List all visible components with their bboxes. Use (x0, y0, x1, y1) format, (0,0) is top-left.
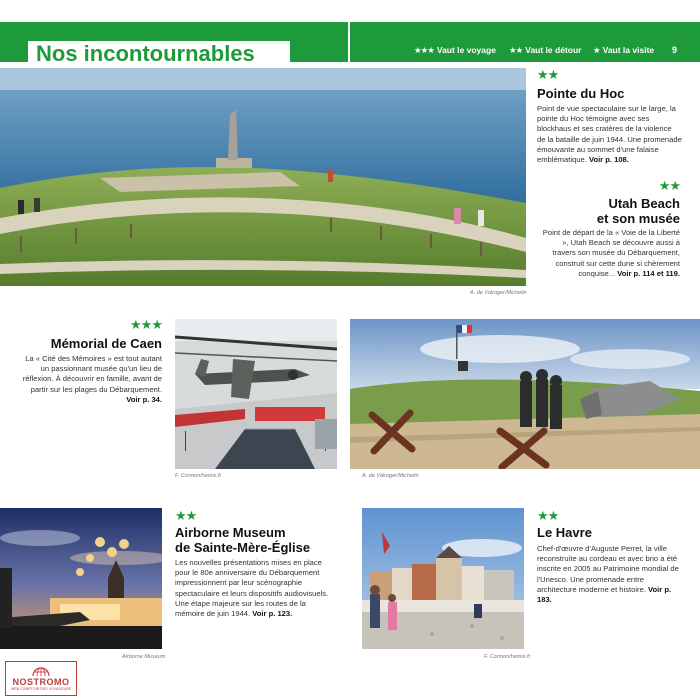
photo-credit: F. Cormon/hemis.fr (175, 473, 222, 479)
photo-credit: A. de Valroger/Michelin (470, 290, 527, 296)
site-title-pointe-du-hoc: Pointe du Hoc (537, 86, 625, 101)
site-title-utah-beach: Utah Beach et son musée (596, 196, 680, 226)
site-text-utah-beach: Point de départ de la « Voie de la Liberté », Utah Beach se découvre aussi à travers son musée du Débarquement, construit sur cette dune si chèrement conquise... Voir p. 114 et 119. (542, 228, 680, 278)
site-title-airborne-museum: Airborne Museum de Sainte-Mère-Église (175, 525, 311, 555)
site-text-pointe-du-hoc: Point de vue spectaculaire sur le large, la pointe du Hoc témoigne avec ses blockhaus et ses cratères de la violence de la bataille de juin 1944. Une promenade émouvante au sommet d'une falaise emblématique. Voir p. 108. (537, 104, 682, 165)
rating-stars: ★★ (658, 178, 680, 193)
nostromo-logo (5, 661, 77, 696)
globe-icon (32, 664, 50, 677)
rating-stars: ★★ (537, 67, 559, 82)
photo-le-havre (362, 508, 524, 649)
photo-airborne-museum (0, 508, 162, 649)
site-title-le-havre: Le Havre (537, 525, 592, 540)
rating-stars: ★★★ (130, 317, 162, 332)
photo-pointe-du-hoc (0, 68, 526, 286)
legend-three-stars: ★★★ Vaut le voyage (414, 45, 496, 55)
site-text-le-havre: Chef-d'œuvre d'Auguste Perret, la ville reconstruite au cordeau et avec brio a été inscrite en 2005 au Patrimoine mondial de l'Unesco. Une promenade entre architecture moderne et histoire. Voir p. 183. (537, 544, 679, 605)
logo-tagline: WEB COMPTOIR DES VOYAGEURS (10, 687, 72, 691)
photo-credit: Airborne Museum (122, 654, 166, 660)
page-number: 9 (672, 45, 678, 55)
page-gutter (348, 22, 350, 62)
photo-credit: A. de Valroger/Michelin (362, 473, 419, 479)
legend-one-star: ★ Vaut la visite (593, 45, 655, 55)
site-title-memorial-caen: Mémorial de Caen (50, 336, 162, 351)
photo-credit: F. Cormon/hemis.fr (484, 654, 531, 660)
photo-utah-beach (350, 319, 700, 469)
rating-stars: ★★ (175, 508, 197, 523)
site-text-memorial-caen: La « Cité des Mémoires » est tout autant un passionnant musée qu'un lieu de réflexion. À découvrir en famille, avant de partir sur les plages du Débarquement. Voir p. 34. (22, 354, 162, 404)
rating-stars: ★★ (537, 508, 559, 523)
legend-two-stars: ★★ Vaut le détour (509, 45, 582, 55)
logo-name: NOSTROMO (12, 677, 70, 687)
site-text-airborne-museum: Les nouvelles présentations mises en place pour le 80e anniversaire du Débarquement impressionnent par leur scénographie spectaculaire et leurs dispositifs audiovisuels. Une étape majeure sur les routes de la mémoire de juin 1944. Voir p. 123. (175, 558, 329, 619)
photo-memorial-caen (175, 319, 337, 469)
page-title: Nos incontournables (36, 41, 255, 66)
